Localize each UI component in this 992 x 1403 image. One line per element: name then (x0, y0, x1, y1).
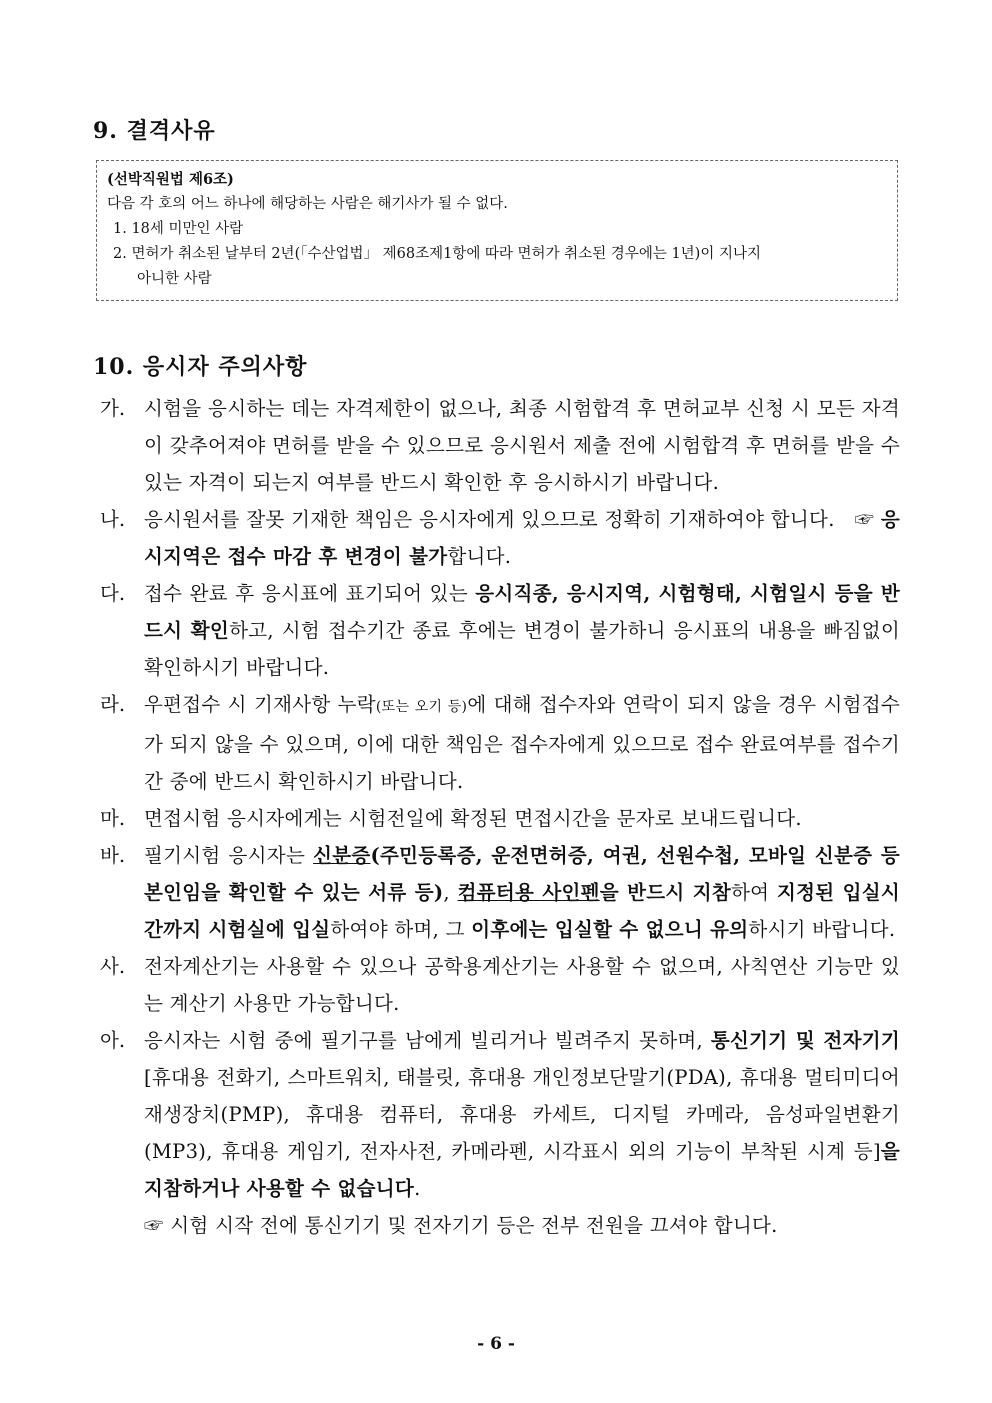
item-text: 우편접수 시 기재사항 누락(또는 오기 등)에 대해 접수자와 연락이 되지 않을 경우 시험접수가 되지 않을 수 있으며, 이에 대한 책임은 접수자에게 있으므로 접수 완료여부를 접수기간 중에 반드시 확인하시기 바랍니다. (144, 693, 900, 793)
section-10-heading: 10. 응시자 주의사항 (93, 354, 308, 380)
list-item (100, 948, 900, 1022)
list-item (100, 501, 900, 575)
list-item (100, 686, 900, 800)
item-text: 응시원서를 잘못 기재한 책임은 응시자에게 있으므로 정확히 기재하여야 합니다. ☞ 응시지역은 접수 마감 후 변경이 불가합니다. (144, 508, 901, 568)
item-text: 면접시험 응시자에게는 시험전일에 확정된 면접시간을 문자로 보내드립니다. (144, 807, 802, 830)
box-item-1: 1. 18세 미만인 사람 (113, 221, 244, 237)
box-item-2-cont: 아니한 사람 (137, 271, 212, 287)
item-marker: 나. (100, 508, 126, 531)
item-text: 필기시험 응시자는 신분증(주민등록증, 운전면허증, 여권, 선원수첩, 모바일 신분증 등 본인임을 확인할 수 있는 서류 등), 컴퓨터용 사인펜을 반드시 지참하여 지정된 입실시간까지 시험실에 입실하여야 하며, 그 이후에는 입실할 수 없으니 유의하시기 바랍니다. (144, 844, 900, 941)
list-item (100, 837, 900, 948)
list-item (100, 800, 900, 837)
item-text: 접수 완료 후 응시표에 표기되어 있는 응시직종, 응시지역, 시험형태, 시험일시 등을 반드시 확인하고, 시험 접수기간 종료 후에는 변경이 불가하니 응시표의 내용을 빠짐없이 확인하시기 바랍니다. (144, 582, 901, 679)
item-marker: 다. (100, 582, 126, 605)
list-item (100, 575, 900, 686)
item-marker: 사. (100, 955, 126, 978)
box-item-2: 2. 면허가 취소된 날부터 2년(「수산업법」 제68조제1항에 따라 면허가 취소된 경우에는 1년)이 지나지 (113, 246, 761, 262)
section-9-heading: 9. 결격사유 (93, 118, 216, 144)
item-marker: 마. (100, 807, 126, 830)
item-marker: 아. (100, 1029, 126, 1052)
item-text: 응시자는 시험 중에 필기구를 남에게 빌리거나 빌려주지 못하며, 통신기기 및 전자기기[휴대용 전화기, 스마트워치, 태블릿, 휴대용 개인정보단말기(PDA), 휴대용 멀티미디어 재생장치(PMP), 휴대용 컴퓨터, 휴대용 카세트, 디지털 카메라, 음성파일변환기(MP3), 휴대용 게임기, 전자사전, 카메라펜, 시각표시 외의 기능이 부착된 시계 등]을 지참하거나 사용할 수 없습니다. (144, 1029, 900, 1200)
box-lead: 다음 각 호의 어느 하나에 해당하는 사람은 해기사가 될 수 없다. (107, 196, 508, 212)
box-source: (선박직원법 제6조) (107, 171, 234, 188)
legal-excerpt-box (96, 160, 898, 301)
item-text: 시험을 응시하는 데는 자격제한이 없으나, 최종 시험합격 후 면허교부 신청 시 모든 자격이 갖추어져야 면허를 받을 수 있으므로 응시원서 제출 전에 시험합격 후 면허를 받을 수 있는 자격이 되는지 여부를 반드시 확인한 후 응시하시기 바랍니다. (144, 397, 900, 494)
item-marker: 라. (100, 693, 126, 716)
item-text: 전자계산기는 사용할 수 있으나 공학용계산기는 사용할 수 없으며, 사칙연산 기능만 있는 계산기 사용만 가능합니다. (144, 955, 900, 1015)
item-marker: 가. (100, 397, 126, 420)
notice-list (100, 390, 900, 1244)
power-off-tip: ☞ 시험 시작 전에 통신기기 및 전자기기 등은 전부 전원을 끄셔야 합니다. (144, 1214, 778, 1237)
page-number: - 6 - (477, 1334, 515, 1354)
list-item (100, 390, 900, 501)
list-item (100, 1022, 900, 1207)
item-marker: 바. (100, 844, 126, 867)
pointer-icon: ☞ (854, 508, 875, 531)
